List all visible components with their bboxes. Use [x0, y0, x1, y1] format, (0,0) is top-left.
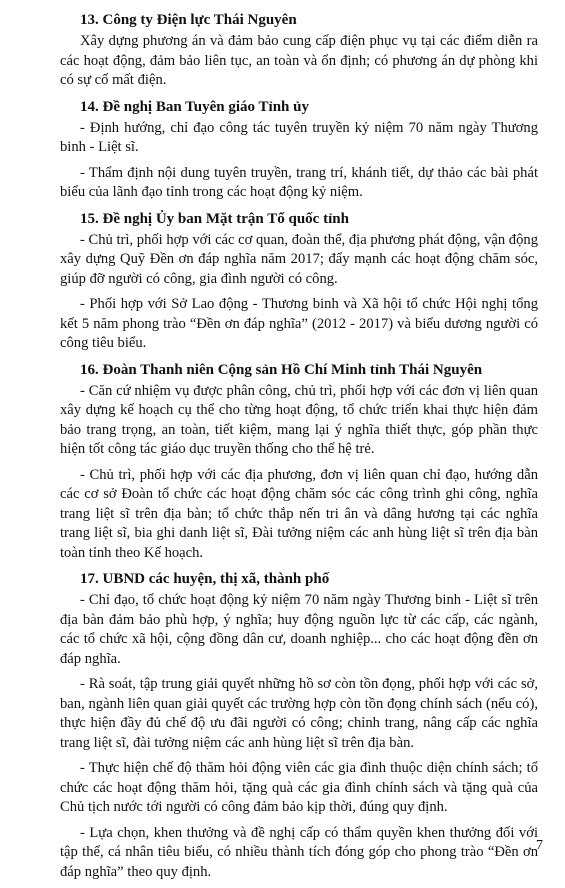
paragraph: - Rà soát, tập trung giải quyết những hồ sơ còn tồn đọng, phối hợp với các sở, ban, ngành liên quan giải quyết các trường hợp còn tồn đọng chính sách (nếu có), thực hiện đầy đủ chế độ ưu đãi người có công; chỉnh trang, nâng cấp các nghĩa trang liệt sĩ, đài tưởng niệm các anh hùng liệt sĩ trên địa bàn. [60, 676, 538, 751]
paragraph: - Thẩm định nội dung tuyên truyền, trang trí, khánh tiết, dự thảo các bài phát biểu của lãnh đạo tỉnh trong các hoạt động kỷ niệm. [60, 164, 538, 200]
section-15 [60, 209, 538, 354]
section-14 [60, 97, 538, 203]
paragraph: - Chủ trì, phối hợp với các cơ quan, đoàn thể, địa phương phát động, vận động xây dựng Quỹ Đền ơn đáp nghĩa năm 2017; đẩy mạnh các hoạt động chăm sóc, giúp đỡ người có công, gia đình người có công. [60, 231, 538, 287]
section-title: 14. Đề nghị Ban Tuyên giáo Tỉnh ủy [80, 98, 309, 115]
section-17 [60, 569, 538, 882]
section-title: 15. Đề nghị Ủy ban Mặt trận Tổ quốc tỉnh [80, 210, 349, 227]
paragraph: - Định hướng, chỉ đạo công tác tuyên truyền kỷ niệm 70 năm ngày Thương binh - Liệt sĩ. [60, 119, 538, 155]
paragraph: - Phối hợp với Sở Lao động - Thương binh và Xã hội tổ chức Hội nghị tổng kết 5 năm phong trào “Đền ơn đáp nghĩa” (2012 - 2017) và biểu dương người có công tiêu biểu. [60, 296, 538, 351]
paragraph: Xây dựng phương án và đảm bảo cung cấp điện phục vụ tại các điểm diễn ra các hoạt động, đảm bảo liên tục, an toàn và ổn định; có phương án dự phòng khi có sự cố mất điện. [60, 33, 538, 88]
paragraph: - Căn cứ nhiệm vụ được phân công, chủ trì, phối hợp với các đơn vị liên quan xây dựng kế hoạch cụ thể cho từng hoạt động, tổ chức triển khai thực hiện đảm bảo trang trọng, an toàn, tiết kiệm, mang lại ý nghĩa thiết thực, góp phần thực hiện tốt công tác giáo dục truyền thống cho thế hệ trẻ. [60, 382, 538, 457]
paragraph: - Lựa chọn, khen thưởng và đề nghị cấp có thẩm quyền khen thưởng đối với tập thể, cá nhân tiêu biểu, có nhiều thành tích đóng góp cho phong trào “Đền ơn đáp nghĩa” theo quy định. [60, 824, 538, 880]
page-number: 7 [536, 838, 543, 853]
paragraph: - Thực hiện chế độ thăm hỏi động viên các gia đình thuộc diện chính sách; tổ chức các hoạt động thăm hỏi, tặng quà các gia đình chính sách và tặng quà của Chủ tịch nước tới người có công đảm bảo kịp thời, đúng quy định. [60, 760, 538, 815]
paragraph: - Chỉ đạo, tổ chức hoạt động kỷ niệm 70 năm ngày Thương binh - Liệt sĩ trên địa bàn đảm bảo phù hợp, ý nghĩa; huy động nguồn lực từ các cấp, các ngành, các tổ chức xã hội, cộng đồng dân cư, doanh nghiệp... cho các hoạt động đền ơn đáp nghĩa. [60, 592, 538, 667]
document-page [60, 10, 538, 888]
section-title: 13. Công ty Điện lực Thái Nguyên [80, 12, 297, 28]
section-title: 16. Đoàn Thanh niên Cộng sản Hồ Chí Minh tỉnh Thái Nguyên [80, 361, 483, 378]
section-16 [60, 360, 538, 564]
paragraph: - Chủ trì, phối hợp với các địa phương, đơn vị liên quan chỉ đạo, hướng dẫn các cơ sở Đoàn tổ chức các hoạt động chăm sóc các công trình ghi công, nghĩa trang liệt sĩ trên địa bàn; tổ chức thắp nến tri ân và dâng hương tại các nghĩa trang liệt sĩ, bia ghi danh liệt sĩ, Đài tưởng niệm các anh hùng liệt sĩ trên địa bàn toàn tỉnh theo Kế hoạch. [60, 466, 538, 561]
section-13 [60, 10, 538, 91]
section-title: 17. UBND các huyện, thị xã, thành phố [80, 571, 330, 587]
